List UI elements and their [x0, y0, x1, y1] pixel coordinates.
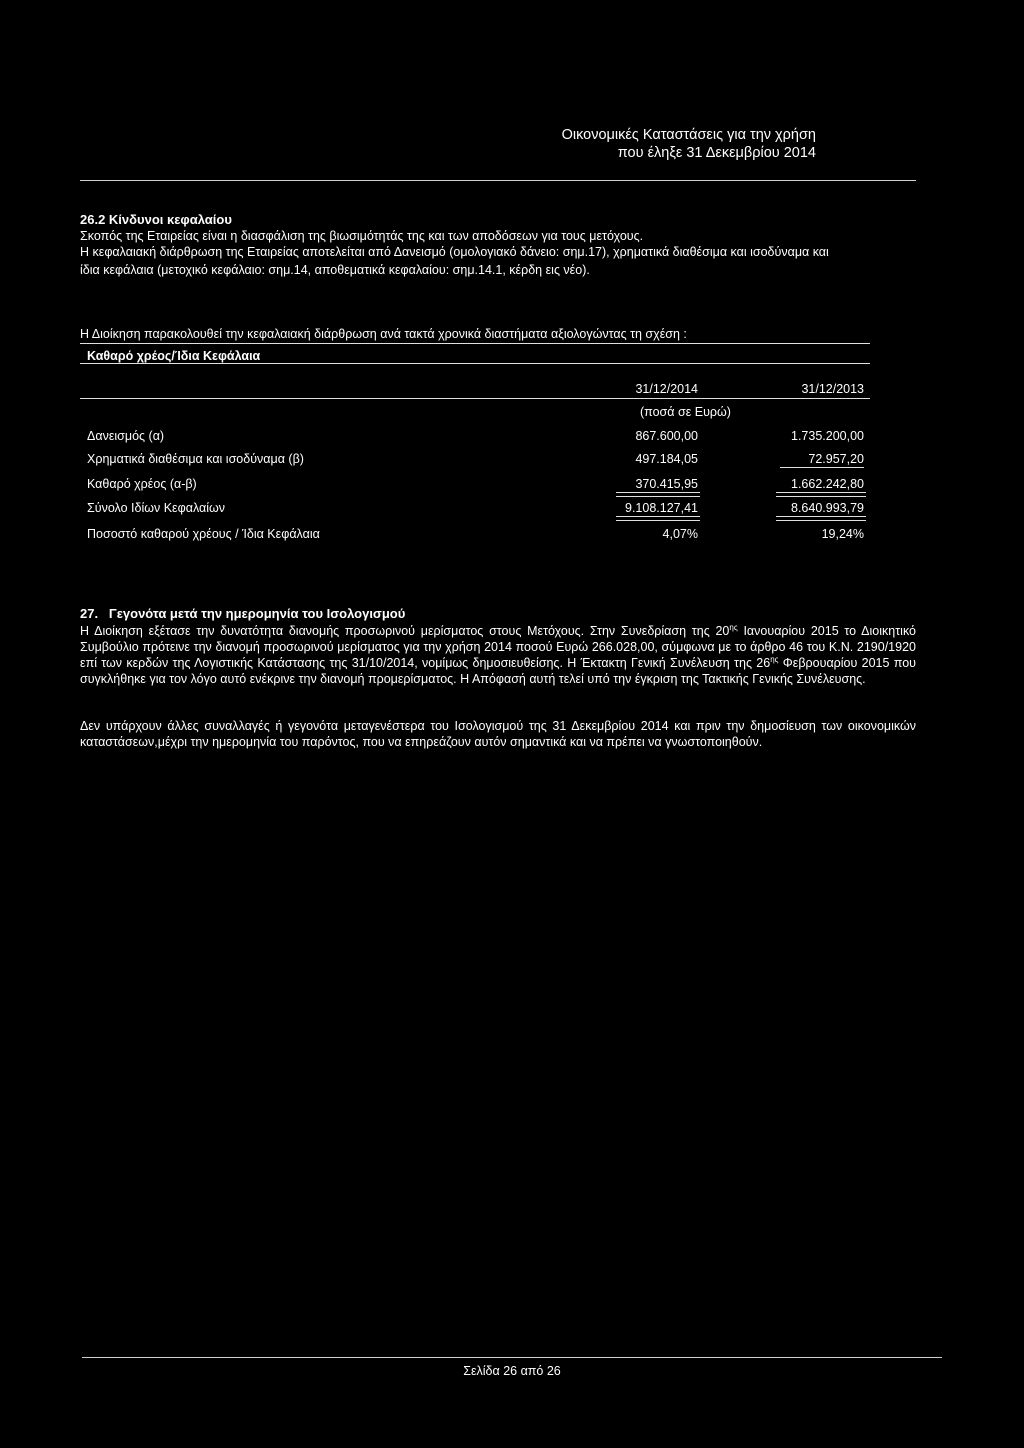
table-cell: 72.957,20 — [780, 452, 864, 468]
table-header-rule — [80, 398, 870, 399]
paragraph-text: Η Διοίκηση εξέτασε την δυνατότητα διανομής προσωρινού μερίσματος στους Μετόχους. Στην Συνεδρίαση της 20 — [80, 624, 730, 638]
table-cell: 497.184,05 — [635, 452, 698, 466]
footer-rule — [82, 1357, 942, 1358]
table-row-label: Δανεισμός (α) — [87, 429, 165, 443]
table-row-label: Καθαρό χρέος (α-β) — [87, 477, 197, 491]
table-cell: 8.640.993,79 — [791, 501, 864, 515]
paragraph-line: Σκοπός της Εταιρείας είναι η διασφάλιση της βιωσιμότητάς της και των αποδόσεων για τους μετόχους. — [80, 229, 644, 243]
double-underline — [776, 516, 866, 521]
col-header-2014: 31/12/2014 — [635, 382, 698, 396]
page-number: Σελίδα 26 από 26 — [463, 1364, 561, 1378]
double-underline — [616, 516, 700, 521]
table-cell: 1.662.242,80 — [791, 477, 864, 491]
report-title: Οικονομικές Καταστάσεις για την χρήση — [561, 127, 816, 143]
table-row-label: Χρηματικά διαθέσιμα και ισοδύναμα (β) — [87, 452, 304, 466]
double-underline — [776, 492, 866, 497]
table-cell: 19,24% — [821, 527, 864, 541]
section-title: 26.2 Κίνδυνοι κεφαλαίου — [80, 212, 232, 227]
monitor-text: Η Διοίκηση παρακολουθεί την κεφαλαιακή διάρθρωση ανά τακτά χρονικά διαστήματα αξιολογώντας τη σχέση : — [80, 327, 687, 341]
report-period: που έληξε 31 Δεκεμβρίου 2014 — [617, 145, 816, 161]
table-cell: 867.600,00 — [635, 429, 698, 443]
header-rule — [80, 180, 916, 181]
paragraph: Δεν υπάρχουν άλλες συναλλαγές ή γεγονότα μεταγενέστερα του Ισολογισμού της 31 Δεκεμβρίου 2014 και πριν την δημοσίευση των οικονομικών καταστάσεων,μέχρι την ημερομηνία του παρόντος, που να επηρεάζουν αυτόν σημαντικά και να πρέπει να γνωστοποιηθούν. — [80, 719, 916, 749]
table-cell: 9.108.127,41 — [625, 501, 698, 515]
table-title: Καθαρό χρέος/Ίδια Κεφάλαια — [87, 349, 261, 363]
section-title-text: Γεγονότα μετά την ημερομηνία του Ισολογισμού — [108, 606, 406, 621]
unit-note: (ποσά σε Ευρώ) — [640, 405, 731, 419]
col-header-2013: 31/12/2013 — [801, 382, 864, 396]
paragraph-text: Φεβρουαρίου 2015 που συγκλήθηκε για τον λόγο αυτό ενέκρινε την διανομή προμερίσματος. Η Απόφασή αυτή τελεί υπό την έγκριση της Τακτικής Γενικής Συνέλευσης. — [80, 656, 916, 686]
section-number: 27. — [80, 606, 99, 621]
table-row-label: Σύνολο Ιδίων Κεφαλαίων — [87, 501, 226, 515]
superscript: ης — [770, 654, 779, 664]
superscript: ης — [729, 622, 738, 632]
table-top-rule — [80, 343, 870, 344]
table-cell: 4,07% — [662, 527, 698, 541]
table-cell: 370.415,95 — [635, 477, 698, 491]
paragraph-line: Η κεφαλαιακή διάρθρωση της Εταιρείας αποτελείται από Δανεισμό (ομολογιακό δάνειο: σημ.17), χρηματικά διαθέσιμα και ισοδύναμα και — [80, 245, 829, 259]
paragraph-text: Ιανουαρίου 2015 το Διοικητικό Συμβούλιο πρότεινε την διανομή προσωρινού μερίσματος για την χρήση 2014 ποσού Ευρώ 266.028,00, σύμφωνα με το άρθρο 46 του Κ.Ν. 2190/1920 επί των κερδών της Λογιστικής Κατάστασης της 31/10/2014, νομίμως δημοσιευθείσης. Η Έκτακτη Γενική Συνέλευση της 26 — [80, 624, 917, 670]
double-underline — [616, 492, 700, 497]
table-title-rule — [80, 363, 870, 364]
paragraph-line: ίδια κεφάλαια (μετοχικό κεφάλαιο: σημ.14, αποθεματικά κεφαλαίου: σημ.14.1, κέρδη εις νέο). — [80, 263, 590, 277]
table-cell: 1.735.200,00 — [791, 429, 864, 443]
paragraph — [80, 623, 916, 687]
section-title — [80, 606, 405, 621]
table-row-label: Ποσοστό καθαρού χρέους / Ίδια Κεφάλαια — [87, 527, 320, 541]
